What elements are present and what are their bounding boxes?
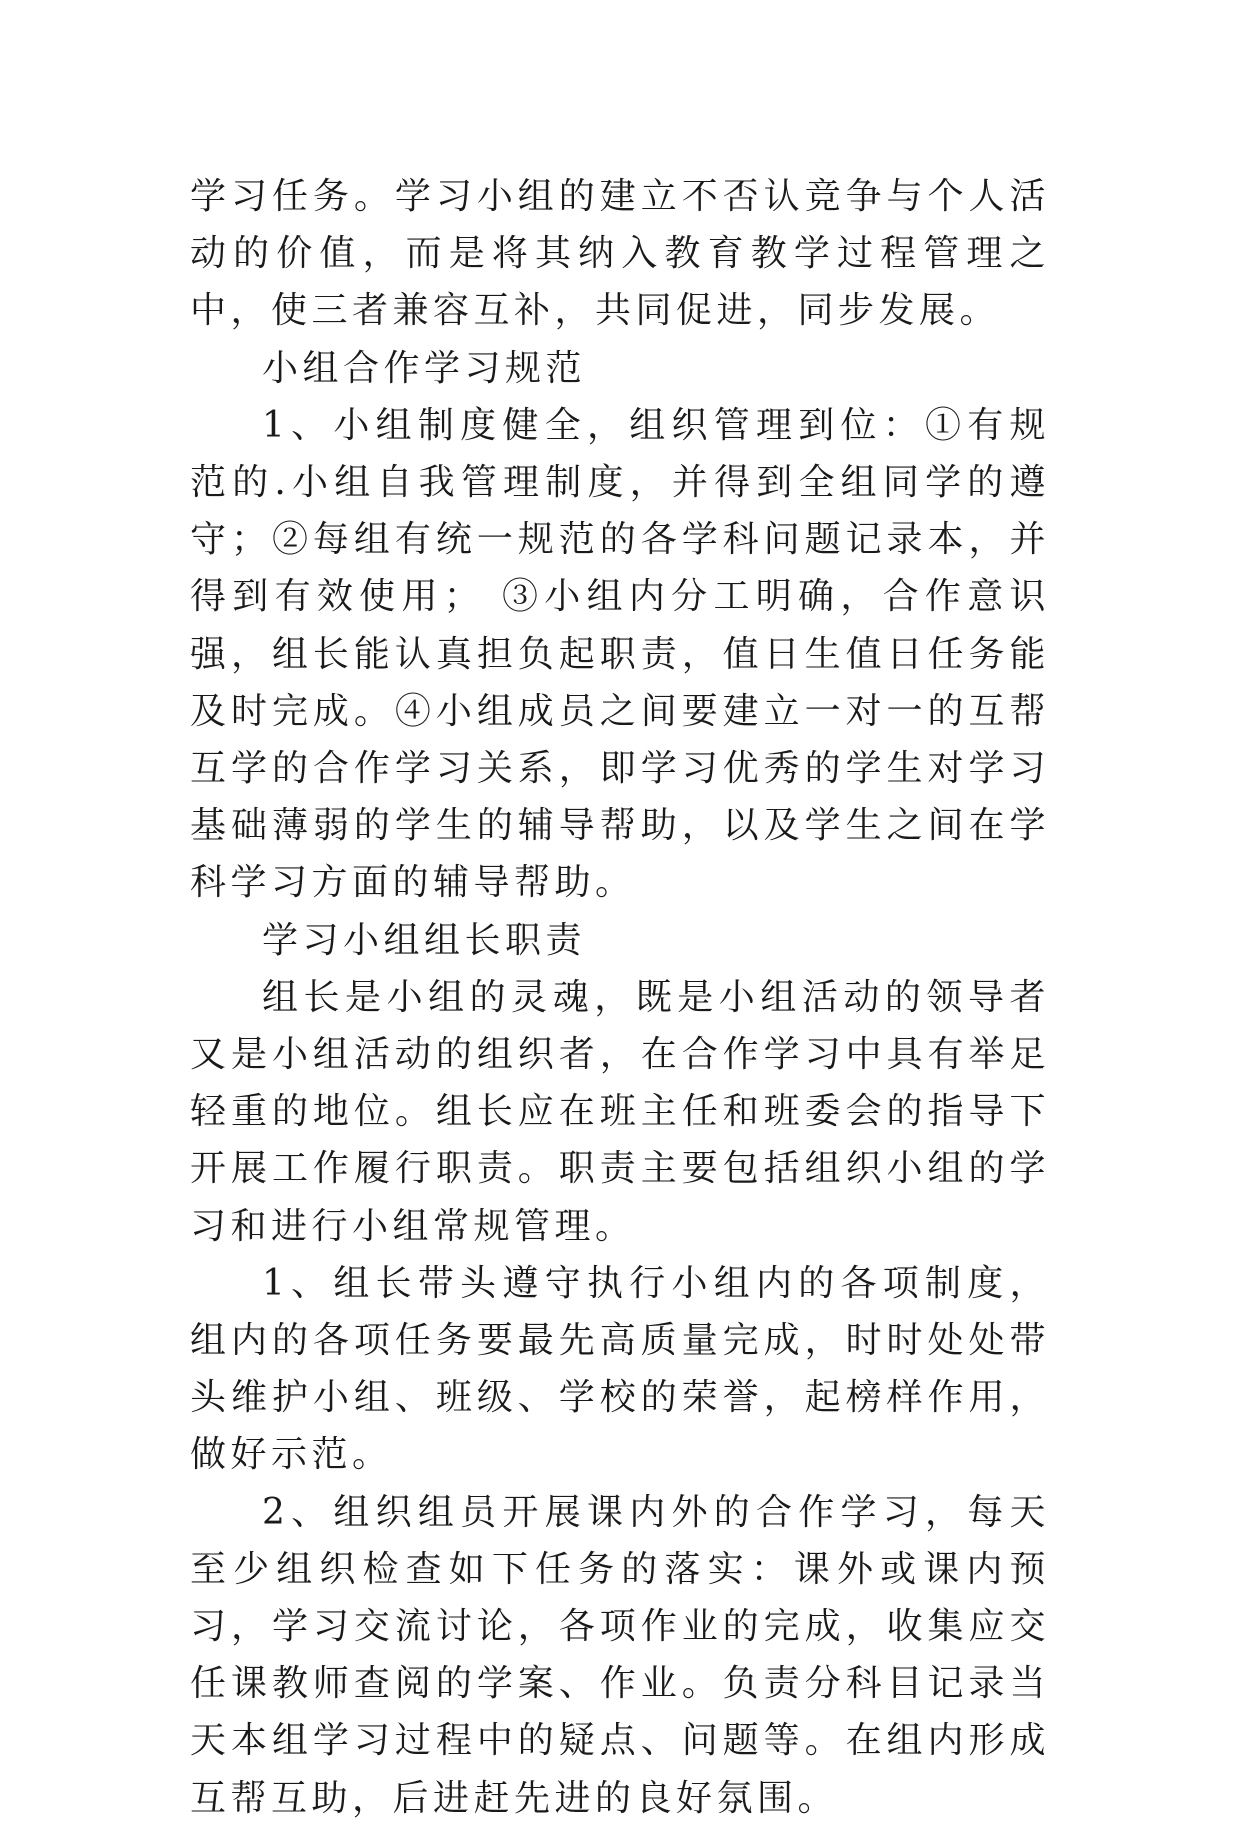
document-body xyxy=(190,168,1050,1827)
paragraph-duty-2: 2、组织组员开展课内外的合作学习，每天至少组织检查如下任务的落实：课外或课内预习，学习交流讨论，各项作业的完成，收集应交任课教师查阅的学案、作业。负责分科目记录当天本组学习过程中的疑点、问题等。在组内形成互帮互助，后进赶先进的良好氛围。 xyxy=(190,1491,1050,1819)
paragraph-leader-role: 组长是小组的灵魂，既是小组活动的领导者又是小组活动的组织者，在合作学习中具有举足轻重的地位。组长应在班主任和班委会的指导下开展工作履行职责。职责主要包括组织小组的学习和进行小组常规管理。 xyxy=(190,976,1050,1247)
paragraph-duty-1: 1、组长带头遵守执行小组内的各项制度，组内的各项任务要最先高质量完成，时时处处带头维护小组、班级、学校的荣誉，起榜样作用，做好示范。 xyxy=(190,1262,1050,1476)
section-heading-group-norms: 小组合作学习规范 xyxy=(262,347,587,389)
section-heading-leader-duties: 学习小组组长职责 xyxy=(262,919,587,961)
paragraph-group-system: 1、小组制度健全，组织管理到位：①有规范的.小组自我管理制度，并得到全组同学的遵守；②每组有统一规范的各学科问题记录本，并得到有效使用； ③小组内分工明确，合作意识强，组长能认真担负起职责，值日生值日任务能及时完成。④小组成员之间要建立一对一的互帮互学的合作学习关系，即学习优秀的学生对学习基础薄弱的学生的辅导帮助，以及学生之间在学科学习方面的辅导帮助。 xyxy=(190,404,1050,904)
paragraph-continuation: 学习任务。学习小组的建立不否认竞争与个人活动的价值，而是将其纳入教育教学过程管理之中，使三者兼容互补，共同促进，同步发展。 xyxy=(190,176,1050,332)
